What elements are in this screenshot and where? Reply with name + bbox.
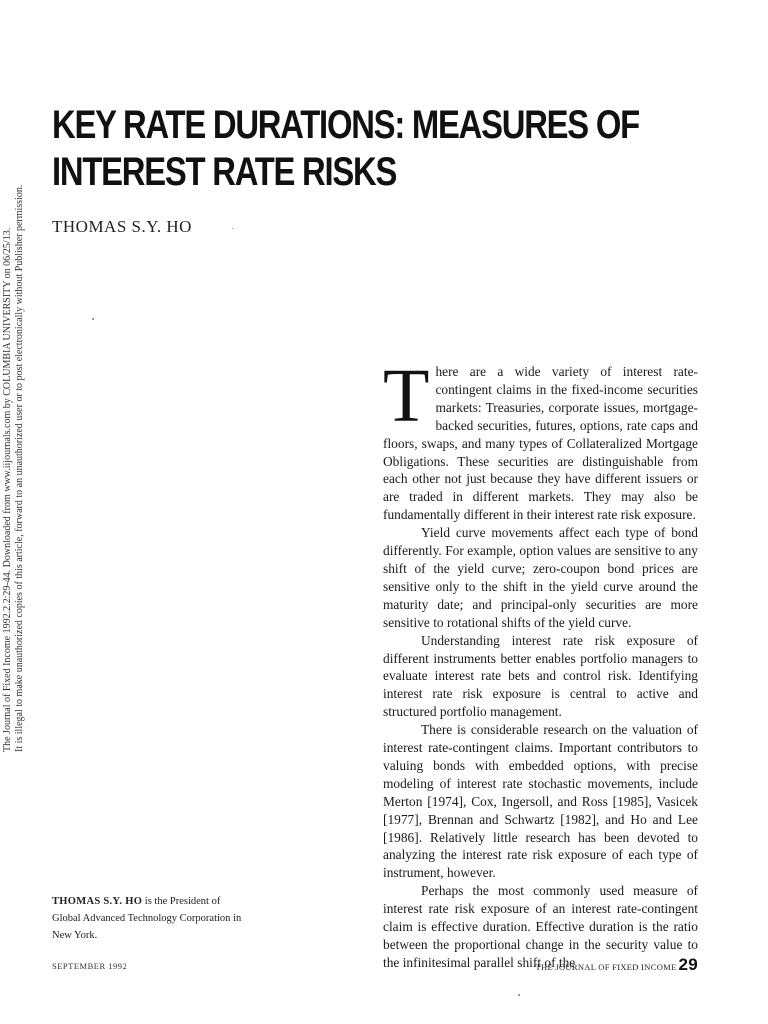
- footer-date: SEPTEMBER 1992: [52, 961, 128, 971]
- paragraph-3: Understanding interest rate risk exposure of different instruments better enables portfolio managers to evaluate interest rate bets and control risk. Identifying interest rate risk exposure is central to active and structured portfolio management.: [383, 632, 698, 720]
- bio-text: is the President of Global Advanced Technology Corporation in New York.: [52, 896, 242, 941]
- scan-speck: [92, 318, 94, 320]
- download-notice: [2, 184, 26, 752]
- bio-name: THOMAS S.Y. HO: [52, 896, 143, 907]
- author-name: THOMAS S.Y. HO: [52, 217, 192, 236]
- download-notice-line-2: It is illegal to make unauthorized copies of this article, forward to an unauthorized user or to post electronically without Publisher permission.: [14, 184, 25, 752]
- footer-journal: [536, 955, 698, 975]
- scan-speck: [518, 994, 520, 996]
- author-bio: [52, 893, 242, 944]
- paragraph-1-text: here are a wide variety of interest rate-contingent claims in the fixed-income securities markets: Treasuries, corporate issues, mortgage-backed securities, futures, options, rate caps and floors, swaps, and many types of Collateralized Mortgage Obligations. These securities are distinguishable from each other not just because they have different issuers or are traded in different markets. They may also be fundamentally different in their interest rate risk exposure.: [383, 364, 698, 523]
- download-notice-line-1: The Journal of Fixed Income 1992.2.2:29-44. Downloaded from www.iijournals.com by COLUMBIA UNIVERSITY on 06/25/13.: [2, 227, 13, 752]
- article-body: [383, 354, 698, 972]
- page-number: 29: [678, 955, 698, 974]
- drop-cap: T: [383, 354, 430, 438]
- article-title: [52, 102, 639, 196]
- scan-speck: [232, 228, 233, 229]
- paragraph-1: [383, 354, 698, 524]
- paragraph-5: Perhaps the most commonly used measure of interest rate risk exposure of an interest rate-contingent claim is effective duration. Effective duration is the ratio between the proportional change in the security value to the infinitesimal parallel shift of the: [383, 883, 698, 970]
- footer-journal-name: THE JOURNAL OF FIXED INCOME: [535, 962, 677, 972]
- title-line-2: INTEREST RATE RISKS: [52, 150, 397, 194]
- title-line-1: KEY RATE DURATIONS: MEASURES OF: [52, 103, 639, 147]
- paragraph-4: There is considerable research on the valuation of interest rate-contingent claims. Important contributors to valuing bonds with embedded options, with precise modeling of interest rate stochastic movements, include Merton [1974], Cox, Ingersoll, and Ross [1985], Vasicek [1977], Brennan and Schwartz [1982], and Ho and Lee [1986]. Relatively little research has been devoted to analyzing the interest rate risk exposure of each type of instrument, however.: [383, 722, 698, 881]
- paragraph-2: Yield curve movements affect each type of bond differently. For example, option values are sensitive to any shift of the yield curve; zero-coupon bond prices are sensitive only to the shift in the yield curve around the maturity date; and principal-only securities are more sensitive to rotational shifts of the yield curve.: [383, 525, 698, 630]
